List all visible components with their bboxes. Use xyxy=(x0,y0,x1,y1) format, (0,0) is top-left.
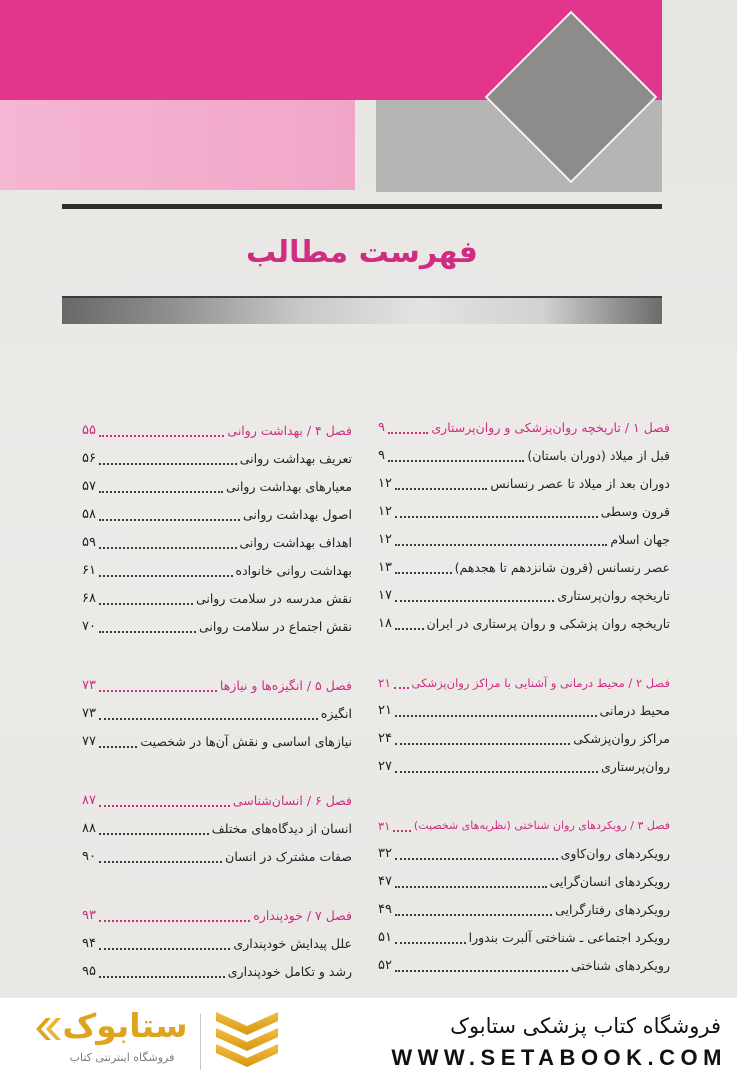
page-number: ۹۰ xyxy=(82,849,96,864)
toc-chapter-group xyxy=(82,902,352,986)
toc-entry xyxy=(378,868,670,896)
chapter-title: فصل ۴ / بهداشت روانی xyxy=(227,423,352,438)
entry-title: مراکز روان‌پزشکی xyxy=(573,731,670,746)
toc-chapter-heading xyxy=(82,417,352,445)
page-number: ۱۸ xyxy=(378,616,392,631)
page-number: ۶۱ xyxy=(82,563,96,578)
dotted-leader xyxy=(395,942,466,944)
dotted-leader xyxy=(99,435,224,437)
page-number: ۱۲ xyxy=(378,532,392,547)
toc-entry xyxy=(378,442,670,470)
page-number: ۵۸ xyxy=(82,507,96,522)
toc-chapter-group xyxy=(82,672,352,756)
toc-entry xyxy=(378,610,670,638)
entry-title: نقش اجتماع در سلامت روانی xyxy=(198,619,352,634)
dotted-leader xyxy=(99,603,193,605)
chapter-title: فصل ۵ / انگیزه‌ها و نیازها xyxy=(219,678,352,693)
dotted-leader xyxy=(395,516,598,518)
entry-title: صفات مشترک در انسان xyxy=(225,849,352,864)
shaded-divider-bar xyxy=(62,296,662,324)
entry-title: انسان از دیدگاه‌های مختلف xyxy=(211,821,352,836)
logo-subtitle: فروشگاه اینترنتی کتاب xyxy=(69,1051,175,1064)
page-number: ۴۷ xyxy=(378,874,392,889)
dotted-leader xyxy=(99,976,225,978)
page-number: ۷۳ xyxy=(82,678,96,693)
page-number: ۶۸ xyxy=(82,591,96,606)
toc-chapter-heading xyxy=(82,672,352,700)
toc-entry xyxy=(378,924,670,952)
page-number: ۴۹ xyxy=(378,902,392,917)
dotted-leader xyxy=(393,830,411,832)
dotted-leader xyxy=(99,631,196,633)
toc-entry xyxy=(82,700,352,728)
store-name: فروشگاه کتاب پزشکی ستابوک xyxy=(450,1014,721,1038)
dotted-leader xyxy=(99,718,318,720)
toc-chapter-group xyxy=(378,414,670,638)
footer-divider xyxy=(200,1014,201,1070)
entry-title: رویکردهای شناختی xyxy=(570,958,670,973)
page-number: ۵۹ xyxy=(82,535,96,550)
entry-title: رویکردهای رفتارگرایی xyxy=(555,902,670,917)
stacked-chevrons-icon xyxy=(214,1010,280,1070)
entry-title: اصول بهداشت روانی xyxy=(242,507,352,522)
toc-entry xyxy=(378,470,670,498)
entry-title: رشد و تکامل خودپنداری xyxy=(227,964,352,979)
page-number: ۹۴ xyxy=(82,936,96,951)
entry-title: عصر رنسانس (قرون شانزدهم تا هجدهم) xyxy=(454,560,670,575)
dotted-leader xyxy=(394,687,409,689)
toc-entry xyxy=(82,728,352,756)
dotted-leader xyxy=(99,948,230,950)
toc-entry xyxy=(378,498,670,526)
toc-chapter-group xyxy=(378,669,670,781)
page-number: ۲۱ xyxy=(378,703,392,718)
toc-chapter-heading xyxy=(378,414,670,442)
toc-entry xyxy=(82,473,352,501)
page-number: ۵۷ xyxy=(82,479,96,494)
dotted-leader xyxy=(395,715,597,717)
page-number: ۸۷ xyxy=(82,793,96,808)
dotted-leader xyxy=(388,432,428,434)
toc-chapter-group xyxy=(378,812,670,980)
dotted-leader xyxy=(99,575,233,577)
toc-entry xyxy=(82,501,352,529)
toc-entry xyxy=(82,445,352,473)
page-number: ۱۲ xyxy=(378,476,392,491)
double-chevron-left-icon xyxy=(34,1016,62,1042)
page-number: ۱۷ xyxy=(378,588,392,603)
entry-title: رویکرد اجتماعی ـ شناختی آلبرت بندورا xyxy=(468,930,670,945)
entry-title: اهداف بهداشت روانی xyxy=(239,535,352,550)
toc-entry xyxy=(82,843,352,871)
chapter-title: فصل ۱ / تاریخچه روان‌پزشکی و روان‌پرستاری xyxy=(431,420,670,435)
toc-entry xyxy=(378,725,670,753)
toc-left-column xyxy=(82,417,352,1017)
page-number: ۱۲ xyxy=(378,504,392,519)
dotted-leader xyxy=(99,519,240,521)
page-number: ۹۳ xyxy=(82,908,96,923)
toc-entry xyxy=(82,815,352,843)
entry-title: محیط درمانی xyxy=(599,703,670,718)
entry-title: روان‌پرستاری xyxy=(601,759,670,774)
toc-chapter-heading xyxy=(378,812,670,840)
page-number: ۸۸ xyxy=(82,821,96,836)
toc-entry xyxy=(378,554,670,582)
entry-title: رویکردهای روان‌کاوی xyxy=(560,846,670,861)
light-pink-panel xyxy=(0,100,355,190)
page-number: ۹۵ xyxy=(82,964,96,979)
dotted-leader xyxy=(99,805,230,807)
toc-entry xyxy=(378,582,670,610)
site-url: WWW.SETABOOK.COM xyxy=(391,1045,727,1070)
page-number: ۵۱ xyxy=(378,930,392,945)
entry-title: علل پیدایش خودپنداری xyxy=(233,936,352,951)
toc-entry xyxy=(82,613,352,641)
toc-entry xyxy=(82,958,352,986)
dotted-leader xyxy=(99,690,217,692)
toc-entry xyxy=(378,753,670,781)
dotted-leader xyxy=(395,488,487,490)
toc-entry xyxy=(82,529,352,557)
page-number: ۳۲ xyxy=(378,846,392,861)
toc-entry xyxy=(378,840,670,868)
dotted-leader xyxy=(395,743,570,745)
entry-title: تاریخچه روان پزشکی و روان پرستاری در ایران xyxy=(426,616,670,631)
dotted-leader xyxy=(99,491,223,493)
page-number: ۷۰ xyxy=(82,619,96,634)
entry-title: قرون وسطی xyxy=(600,504,670,519)
toc-right-column xyxy=(378,414,670,1011)
toc-chapter-group xyxy=(82,417,352,641)
dotted-leader xyxy=(99,547,237,549)
toc-entry xyxy=(378,526,670,554)
dotted-leader xyxy=(395,858,558,860)
dotted-leader xyxy=(99,861,222,863)
dotted-leader xyxy=(395,886,547,888)
toc-entry xyxy=(378,896,670,924)
chapter-title: فصل ۲ / محیط درمانی و آشنایی با مراکز روان‌پزشکی xyxy=(411,676,670,690)
toc-entry xyxy=(82,930,352,958)
entry-title: معیارهای بهداشت روانی xyxy=(226,479,352,494)
page-number: ۵۵ xyxy=(82,423,96,438)
page-number: ۵۶ xyxy=(82,451,96,466)
entry-title: بهداشت روانی خانواده xyxy=(235,563,352,578)
page-number: ۵۲ xyxy=(378,958,392,973)
chapter-title: فصل ۷ / خودپنداره xyxy=(253,908,352,923)
dotted-leader xyxy=(395,572,452,574)
logo-wordmark: ستابوک xyxy=(62,1006,188,1045)
dotted-leader xyxy=(395,771,598,773)
page-number: ۲۴ xyxy=(378,731,392,746)
entry-title: انگیزه xyxy=(320,706,352,721)
dotted-leader xyxy=(99,463,237,465)
chapter-title: فصل ۳ / رویکردهای روان شناختی (نظریه‌های شخصیت) xyxy=(413,819,670,832)
toc-entry xyxy=(82,557,352,585)
dotted-leader xyxy=(395,600,554,602)
dotted-leader xyxy=(99,833,209,835)
top-rule xyxy=(62,204,662,209)
entry-title: نقش مدرسه در سلامت روانی xyxy=(195,591,352,606)
page-number: ۱۳ xyxy=(378,560,392,575)
page-number: ۷۳ xyxy=(82,706,96,721)
dotted-leader xyxy=(395,914,552,916)
page-number: ۲۱ xyxy=(378,676,391,690)
toc-chapter-heading xyxy=(82,902,352,930)
entry-title: قبل از میلاد (دوران باستان) xyxy=(527,448,670,463)
entry-title: رویکردهای انسان‌گرایی xyxy=(549,874,670,889)
entry-title: جهان اسلام xyxy=(610,532,670,547)
chapter-title: فصل ۶ / انسان‌شناسی xyxy=(232,793,352,808)
toc-chapter-group xyxy=(82,787,352,871)
entry-title: تاریخچه روان‌پرستاری xyxy=(557,588,670,603)
toc-chapter-heading xyxy=(82,787,352,815)
toc-entry xyxy=(378,952,670,980)
toc-entry xyxy=(82,585,352,613)
entry-title: نیازهای اساسی و نقش آن‌ها در شخصیت xyxy=(140,734,352,749)
dotted-leader xyxy=(99,746,137,748)
dotted-leader xyxy=(99,920,250,922)
toc-chapter-heading xyxy=(378,669,670,697)
page-number: ۹ xyxy=(378,448,385,463)
setabook-logo xyxy=(34,1006,190,1072)
dotted-leader xyxy=(395,544,607,546)
page-number: ۷۷ xyxy=(82,734,96,749)
dotted-leader xyxy=(395,970,568,972)
page-number: ۳۱ xyxy=(378,819,391,833)
entry-title: تعریف بهداشت روانی xyxy=(239,451,352,466)
dotted-leader xyxy=(388,460,524,462)
page-number: ۹ xyxy=(378,420,385,435)
entry-title: دوران بعد از میلاد تا عصر رنسانس xyxy=(490,476,670,491)
dotted-leader xyxy=(395,628,424,630)
page-title: فهرست مطالب xyxy=(246,235,478,270)
toc-entry xyxy=(378,697,670,725)
page-number: ۲۷ xyxy=(378,759,392,774)
